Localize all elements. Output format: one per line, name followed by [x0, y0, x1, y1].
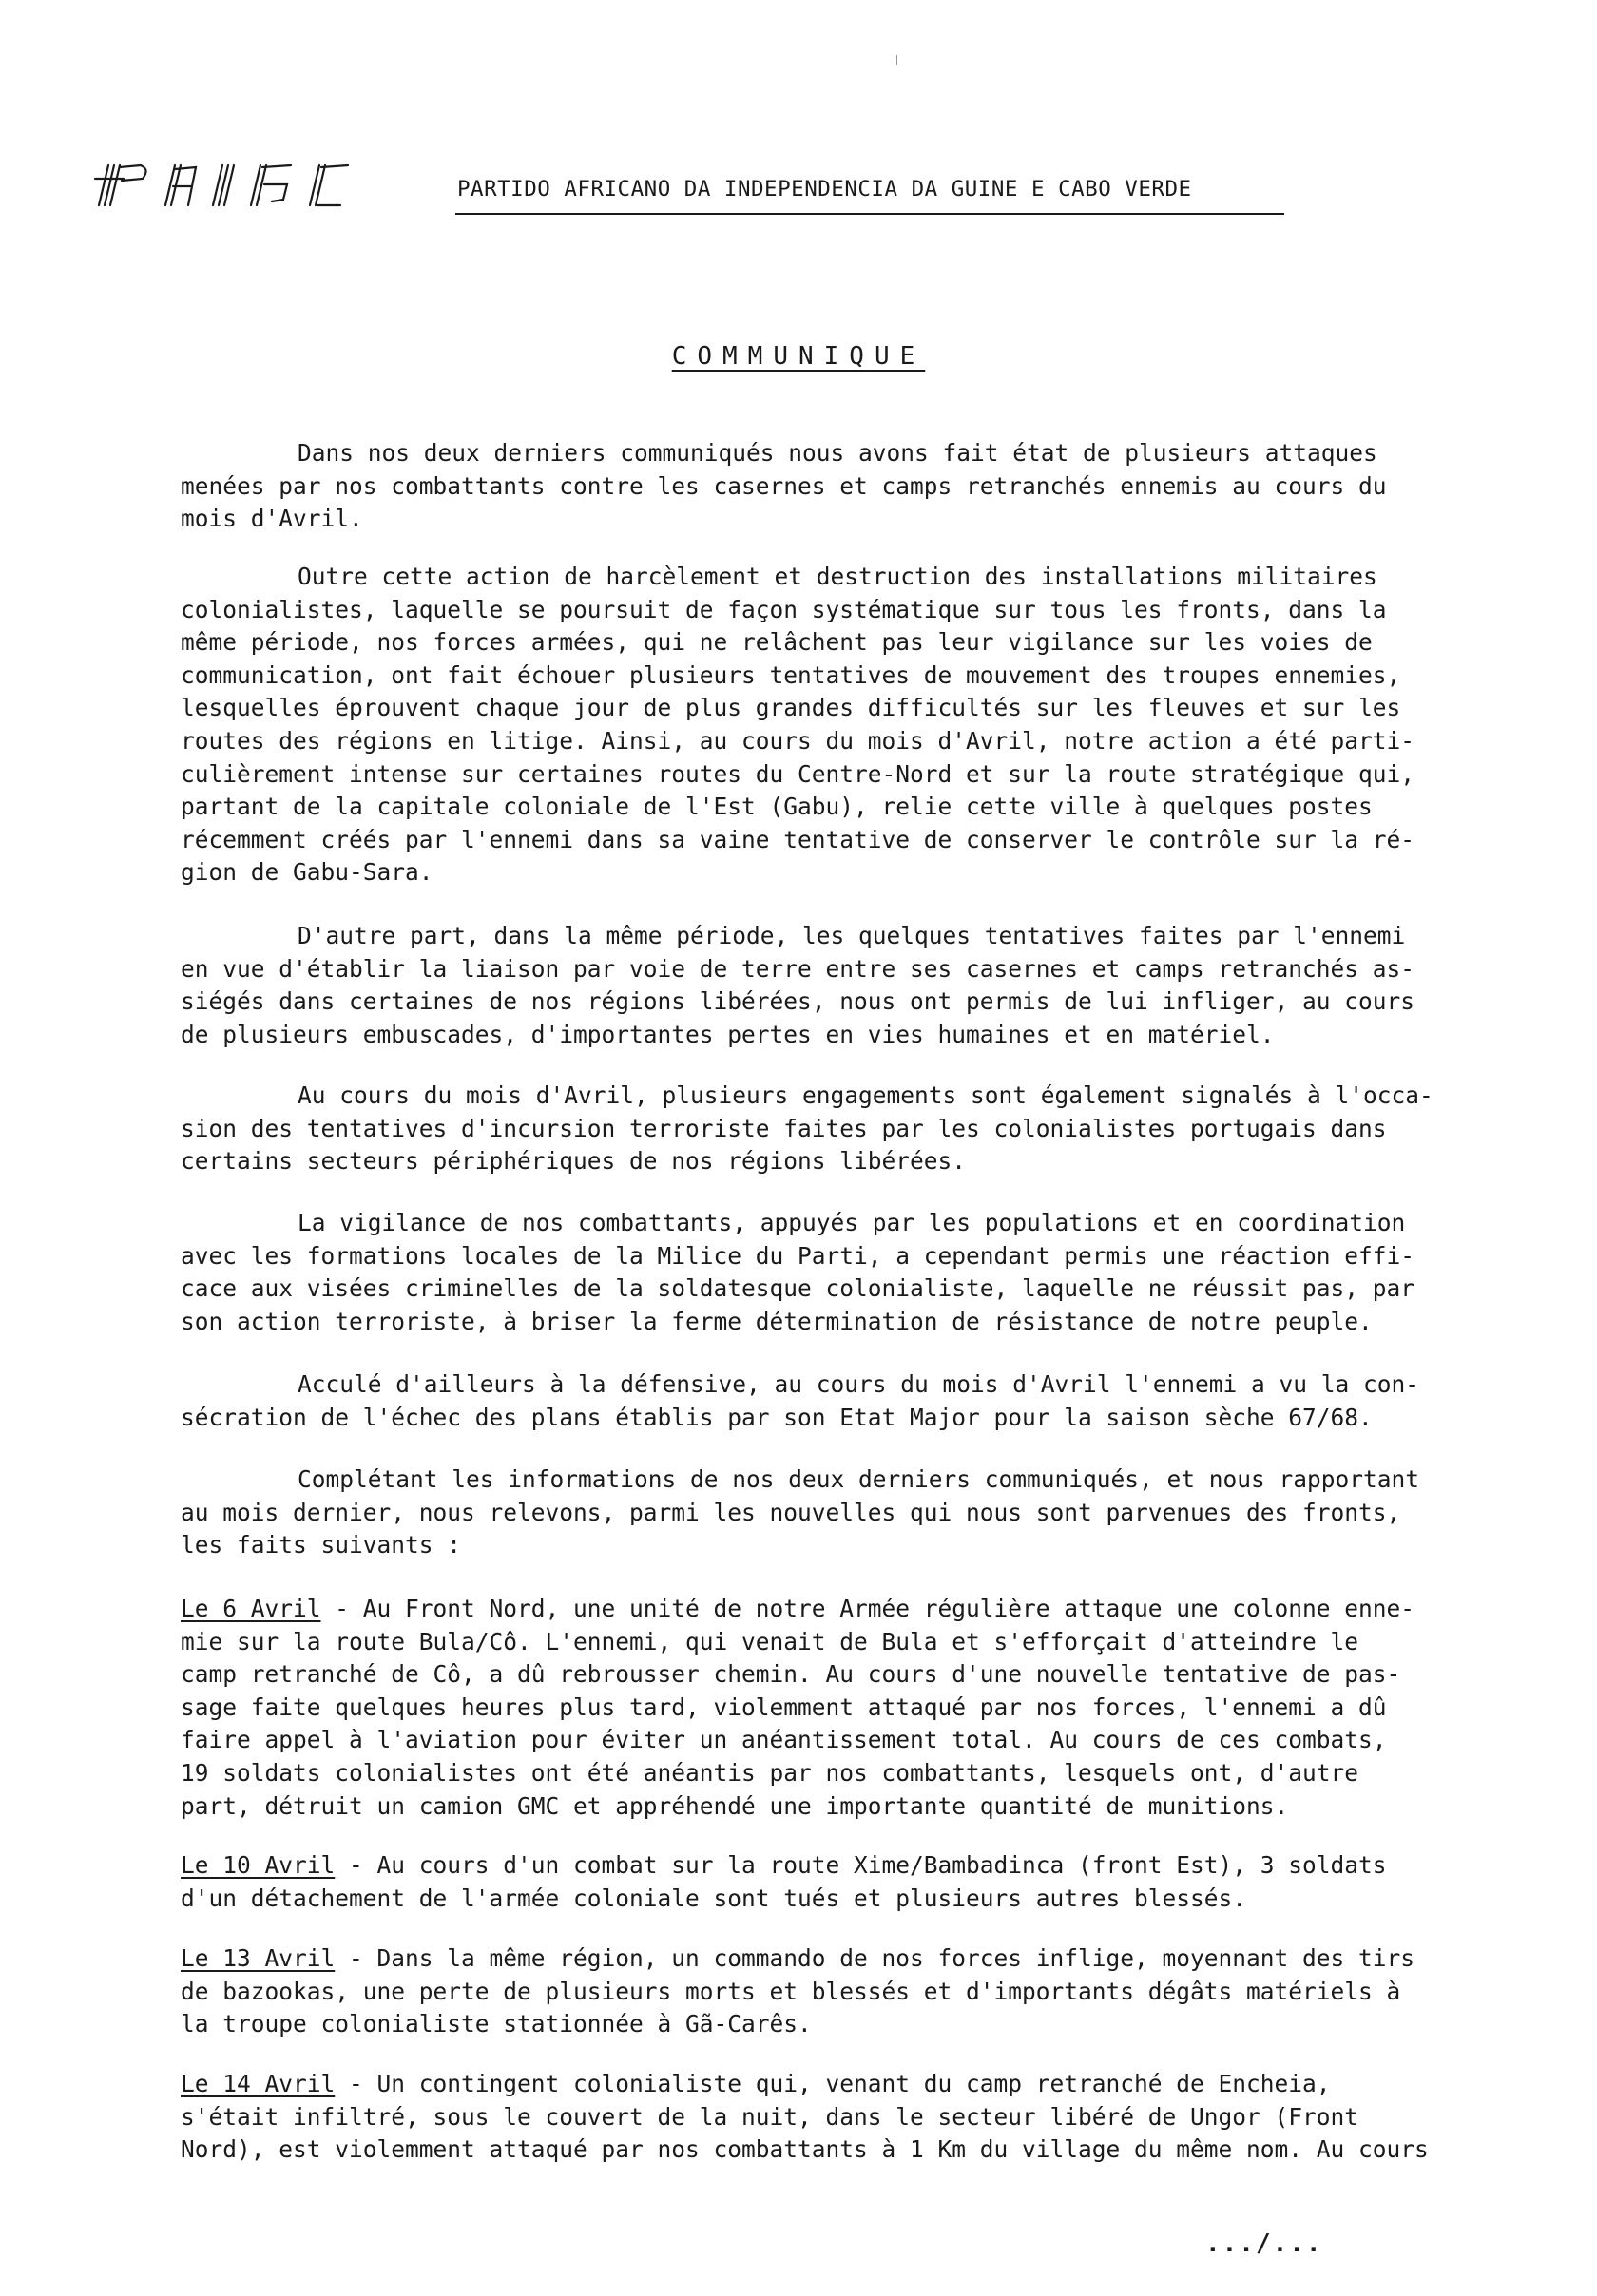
- text-line: Acculé d'ailleurs à la défensive, au cours du mois d'Avril l'ennemi a vu la con-: [298, 1370, 1420, 1398]
- text-line: sage faite quelques heures plus tard, violemment attaqué par nos forces, l'ennemi a dû: [181, 1693, 1387, 1721]
- text-line: [181, 2068, 1473, 2101]
- text-line: D'autre part, dans la même période, les quelques tentatives faites par l'ennemi: [298, 922, 1406, 949]
- text-line: mie sur la route Bula/Cô. L'ennemi, qui venait de Bula et s'efforçait d'atteindre le: [181, 1627, 1359, 1655]
- document-title: COMMUNIQUE: [671, 342, 926, 371]
- paragraph-5: [181, 1207, 1473, 1338]
- text-line: sion des tentatives d'incursion terroriste faites par les colonialistes portugais dans: [181, 1114, 1387, 1142]
- text-line: certains secteurs périphériques de nos régions libérées.: [181, 1147, 967, 1176]
- text-line: Outre cette action de harcèlement et destruction des installations militaires: [298, 563, 1377, 590]
- event-date: Le 13 Avril: [181, 1944, 336, 1972]
- text-line: sécration de l'échec des plans établis par son Etat Major pour la saison sèche 67/68.: [181, 1403, 1373, 1431]
- continuation-marker: .../...: [1205, 2229, 1323, 2258]
- text-line: de plusieurs embuscades, d'importantes pertes en vies humaines et en matériel.: [181, 1020, 1275, 1048]
- event-13-avril: [181, 1942, 1473, 2041]
- party-name: PARTIDO AFRICANO DA INDEPENDENCIA DA GUINE E CABO VERDE: [457, 177, 1192, 201]
- text-line: Au cours du mois d'Avril, plusieurs engagements sont également signalés à l'occa-: [298, 1081, 1433, 1109]
- event-date: Le 10 Avril: [181, 1851, 336, 1879]
- paragraph-6: [181, 1368, 1473, 1434]
- paragraph-3: [181, 920, 1473, 1051]
- text-line: part, détruit un camion GMC et appréhendé une importante quantité de munitions.: [181, 1791, 1289, 1820]
- paragraph-2: [181, 561, 1473, 890]
- text-line: de bazookas, une perte de plusieurs morts et blessés et d'importants dégâts matériels à: [181, 1977, 1401, 2005]
- event-text: - Au Front Nord, une unité de notre Armée régulière attaque une colonne enne-: [320, 1595, 1415, 1622]
- text-line: mois d'Avril.: [181, 505, 363, 533]
- paigc-logo: [91, 160, 452, 213]
- event-text: - Un contingent colonialiste qui, venant du camp retranché de Encheia,: [335, 2070, 1331, 2097]
- paragraph-4: [181, 1080, 1473, 1178]
- text-line: communication, ont fait échouer plusieurs tentatives de mouvement des troupes ennemies,: [181, 660, 1401, 689]
- event-text: - Dans la même région, un commando de nos forces inflige, moyennant des tirs: [335, 1944, 1415, 1972]
- text-line: siégés dans certaines de nos régions libérées, nous ont permis de lui infliger, au cours: [181, 987, 1415, 1016]
- text-line: routes des régions en litige. Ainsi, au cours du mois d'Avril, notre action a été parti-: [181, 726, 1415, 755]
- letterhead: [91, 160, 1289, 217]
- paragraph-1: [181, 437, 1473, 536]
- event-10-avril: [181, 1849, 1473, 1915]
- text-line: 19 soldats colonialistes ont été anéantis par nos combattants, lesquels ont, d'autre: [181, 1758, 1359, 1787]
- text-line: la troupe colonialiste stationnée à Gã-Carês.: [181, 2010, 812, 2038]
- text-line: récemment créés par l'ennemi dans sa vaine tentative de conserver le contrôle sur la ré-: [181, 825, 1415, 853]
- text-line: menées par nos combattants contre les casernes et camps retranchés ennemis au cours du: [181, 471, 1387, 500]
- text-line: cace aux visées criminelles de la soldatesque colonialiste, laquelle ne réussit pas, par: [181, 1274, 1415, 1303]
- text-line: en vue d'établir la liaison par voie de terre entre ses casernes et camps retranchés as-: [181, 954, 1415, 983]
- event-text: - Au cours d'un combat sur la route Xime/Bambadinca (front Est), 3 soldats: [335, 1851, 1387, 1879]
- text-line: [181, 1942, 1473, 1976]
- text-line: son action terroriste, à briser la ferme détermination de résistance de notre peuple.: [181, 1307, 1373, 1335]
- paragraph-7: [181, 1464, 1473, 1562]
- text-line: Complétant les informations de nos deux derniers communiqués, et nous rapportant: [298, 1465, 1420, 1493]
- text-line: s'était infiltré, sous le couvert de la nuit, dans le secteur libéré de Ungor (Front: [181, 2102, 1359, 2131]
- text-line: faire appel à l'aviation pour éviter un anéantissement total. Au cours de ces combats,: [181, 1726, 1387, 1754]
- event-6-avril: [181, 1593, 1473, 1823]
- header-underline: [455, 213, 1284, 215]
- text-line: culièrement intense sur certaines routes du Centre-Nord et sur la route stratégique qui,: [181, 759, 1415, 788]
- event-date: Le 14 Avril: [181, 2070, 336, 2097]
- text-line: même période, nos forces armées, qui ne relâchent pas leur vigilance sur les voies de: [181, 628, 1373, 657]
- text-line: partant de la capitale coloniale de l'Est (Gabu), relie cette ville à quelques postes: [181, 793, 1373, 821]
- text-line: La vigilance de nos combattants, appuyés par les populations et en coordination: [298, 1209, 1406, 1236]
- text-line: [181, 1593, 1473, 1626]
- text-line: colonialistes, laquelle se poursuit de façon systématique sur tous les fronts, dans la: [181, 595, 1387, 623]
- text-line: Dans nos deux derniers communiqués nous avons fait état de plusieurs attaques: [298, 439, 1377, 467]
- text-line: lesquelles éprouvent chaque jour de plus grandes difficultés sur les fleuves et sur les: [181, 694, 1401, 722]
- event-14-avril: [181, 2068, 1473, 2167]
- scan-mark: [896, 55, 897, 65]
- text-line: Nord), est violemment attaqué par nos combattants à 1 Km du village du même nom. Au cours: [181, 2135, 1429, 2164]
- text-line: au mois dernier, nous relevons, parmi les nouvelles qui nous sont parvenues des fronts,: [181, 1498, 1401, 1526]
- text-line: camp retranché de Cô, a dû rebrousser chemin. Au cours d'une nouvelle tentative de pas-: [181, 1660, 1401, 1689]
- text-line: d'un détachement de l'armée coloniale sont tués et plusieurs autres blessés.: [181, 1884, 1247, 1912]
- text-line: gion de Gabu-Sara.: [181, 858, 433, 887]
- text-line: les faits suivants :: [181, 1531, 462, 1559]
- event-date: Le 6 Avril: [181, 1595, 321, 1622]
- text-line: avec les formations locales de la Milice du Parti, a cependant permis une réaction effi-: [181, 1241, 1415, 1270]
- text-line: [181, 1849, 1473, 1883]
